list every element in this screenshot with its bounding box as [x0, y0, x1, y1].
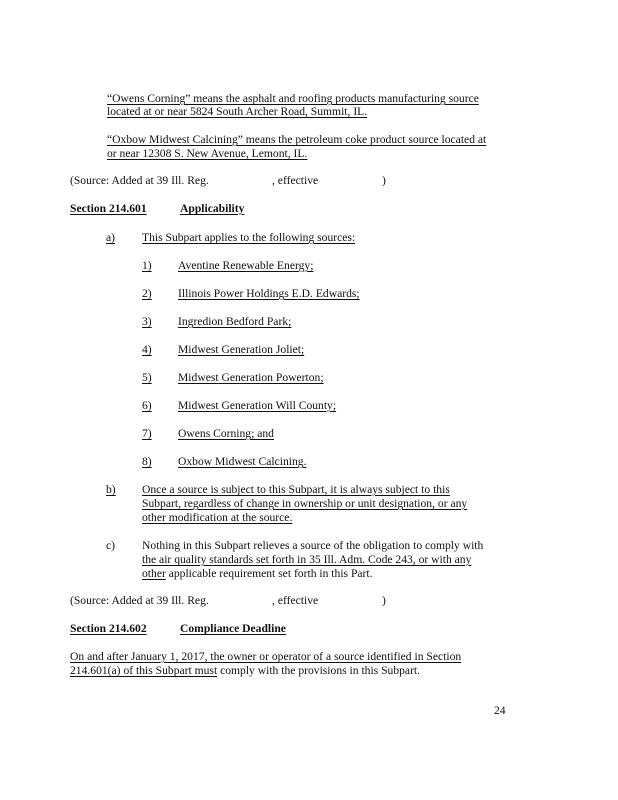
subsection-a-text: This Subpart applies to the following sources:: [142, 231, 356, 244]
list-item-text: Aventine Renewable Energy;: [178, 259, 314, 272]
source-note-close: ): [382, 594, 386, 607]
list-item-number: 6): [142, 399, 152, 412]
page-number: 24: [494, 704, 506, 717]
subsection-b-line-1: Once a source is subject to this Subpart, it is always subject to this: [142, 483, 450, 496]
subsection-c-line-3: [142, 567, 373, 581]
compliance-line-2-rest: comply with the provisions in this Subpart.: [217, 664, 421, 677]
compliance-line-2: [70, 664, 420, 678]
list-item-number: 7): [142, 427, 152, 440]
list-item-text: Ingredion Bedford Park;: [178, 315, 292, 328]
source-note-prefix: (Source: Added at 39 Ill. Reg.: [70, 594, 209, 607]
list-item-text: Midwest Generation Powerton;: [178, 371, 324, 384]
list-item-text: Midwest Generation Joliet;: [178, 343, 305, 356]
oxbow-definition-line-2: or near 12308 S. New Avenue, Lemont, IL.: [107, 147, 308, 160]
source-note-effective: , effective: [272, 594, 319, 607]
source-note-prefix: (Source: Added at 39 Ill. Reg.: [70, 174, 209, 187]
subsection-c-line-1: [142, 539, 483, 553]
compliance-line-1: On and after January 1, 2017, the owner or operator of a source identified in Section: [70, 650, 462, 663]
subsection-c-line-1-text: Nothing in this Subpart relieves a source of the obligation to comply with: [142, 539, 484, 552]
subsection-a-label: a): [106, 231, 116, 244]
owens-corning-definition-line-1: “Owens Corning” means the asphalt and roofing products manufacturing source: [107, 92, 479, 105]
source-note-effective: , effective: [272, 174, 319, 187]
subsection-b-line-3: other modification at the source.: [142, 511, 293, 524]
section-number: Section 214.602: [70, 622, 147, 635]
subsection-c-line-2: the air quality standards set forth in 35 Ill. Adm. Code 243, or with any: [142, 553, 472, 566]
subsection-c-label: c): [106, 539, 116, 552]
compliance-line-2-underlined: 214.601(a) of this Subpart must: [70, 664, 218, 677]
owens-corning-definition-line-2: located at or near 5824 South Archer Road, Summit, IL.: [107, 105, 368, 118]
list-item-number: 4): [142, 343, 152, 356]
list-item-text: Midwest Generation Will County;: [178, 399, 337, 412]
section-title: Compliance Deadline: [180, 622, 286, 635]
source-note-close: ): [382, 174, 386, 187]
list-item-text: Owens Corning; and: [178, 427, 274, 440]
subsection-b-line-2: Subpart, regardless of change in ownership or unit designation, or any: [142, 497, 468, 510]
list-item-text: Illinois Power Holdings E.D. Edwards;: [178, 287, 360, 300]
list-item-text: Oxbow Midwest Calcining.: [178, 455, 307, 468]
list-item-number: 1): [142, 259, 152, 272]
oxbow-definition-line-1: “Oxbow Midwest Calcining” means the petroleum coke product source located at: [107, 133, 487, 146]
list-item-number: 8): [142, 455, 152, 468]
subsection-c-other: other: [142, 567, 166, 580]
subsection-b-label: b): [106, 483, 116, 496]
list-item-number: 5): [142, 371, 152, 384]
subsection-c-line-3-rest: applicable requirement set forth in this Part.: [165, 567, 373, 580]
list-item-number: 2): [142, 287, 152, 300]
section-title: Applicability: [180, 202, 245, 215]
list-item-number: 3): [142, 315, 152, 328]
section-number: Section 214.601: [70, 202, 147, 215]
